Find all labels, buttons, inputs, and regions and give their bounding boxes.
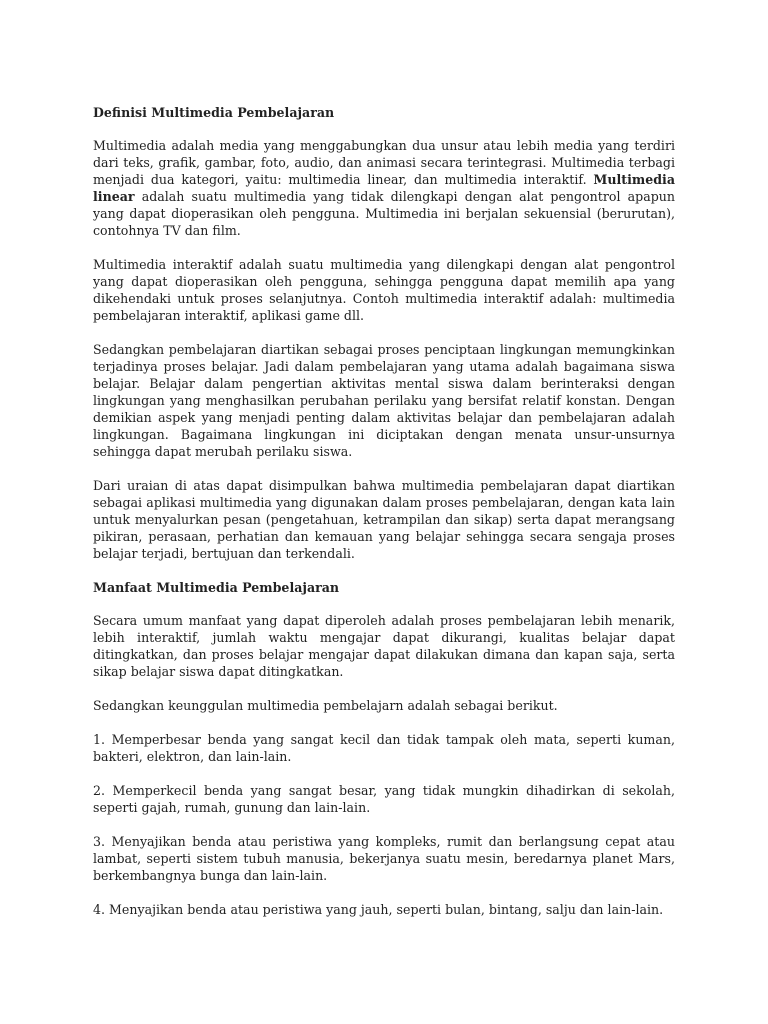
bold-term-multimedia-linear: Multimedia linear (93, 172, 675, 204)
paragraph-keunggulan-intro: Sedangkan keunggulan multimedia pembelajarn adalah sebagai berikut. (93, 698, 558, 713)
list-item: 2. Memperkecil benda yang sangat besar, yang tidak mungkin dihadirkan di sekolah, seperti gajah, rumah, gunung dan lain-lain. (93, 783, 675, 815)
paragraph-multimedia-definition (93, 137, 675, 239)
paragraph-manfaat: Secara umum manfaat yang dapat diperoleh adalah proses pembelajaran lebih menarik, lebih interaktif, jumlah waktu mengajar dapat dikurangi, kualitas belajar dapat ditingkatkan, dan proses belajar mengajar dapat dilakukan dimana dan kapan saja, serta sikap belajar siswa dapat ditingkatkan. (93, 613, 675, 679)
section-heading-definisi: Definisi Multimedia Pembelajaran (93, 105, 335, 120)
paragraph-kesimpulan: Dari uraian di atas dapat disimpulkan bahwa multimedia pembelajaran dapat diartikan sebagai aplikasi multimedia yang digunakan dalam proses pembelajaran, dengan kata lain untuk menyalurkan pesan (pengetahuan, ketrampilan dan sikap) serta dapat merangsang pikiran, perasaan, perhatian dan kemauan yang belajar sehingga secara sengaja proses belajar terjadi, bertujuan dan terkendali. (93, 478, 675, 561)
list-item: 3. Menyajikan benda atau peristiwa yang kompleks, rumit dan berlangsung cepat atau lambat, seperti sistem tubuh manusia, bekerjanya suatu mesin, beredarnya planet Mars, berkembangnya bunga dan lain-lain. (93, 834, 675, 883)
section-heading-manfaat: Manfaat Multimedia Pembelajaran (93, 580, 340, 595)
paragraph-text: Multimedia adalah media yang menggabungkan dua unsur atau lebih media yang terdiri dari teks, grafik, gambar, foto, audio, dan animasi secara terintegrasi. Multimedia terbagi menjadi dua kategori, yaitu: multimedia linear, dan multimedia interaktif. (93, 138, 675, 187)
paragraph-text: adalah suatu multimedia yang tidak dilengkapi dengan alat pengontrol apapun yang dapat dioperasikan oleh pengguna. Multimedia ini berjalan sekuensial (berurutan), contohnya TV dan film. (93, 189, 675, 238)
list-item: 1. Memperbesar benda yang sangat kecil dan tidak tampak oleh mata, seperti kuman, bakteri, elektron, dan lain-lain. (93, 732, 675, 764)
paragraph-pembelajaran: Sedangkan pembelajaran diartikan sebagai proses penciptaan lingkungan memungkinkan terjadinya proses belajar. Jadi dalam pembelajaran yang utama adalah bagaimana siswa belajar. Belajar dalam pengertian aktivitas mental siswa dalam berinteraksi dengan lingkungan yang menghasilkan perubahan perilaku yang bersifat relatif konstan. Dengan demikian aspek yang menjadi penting dalam aktivitas belajar dan pembelajaran adalah lingkungan. Bagaimana lingkungan ini diciptakan dengan menata unsur-unsurnya sehingga dapat merubah perilaku siswa. (93, 342, 675, 459)
paragraph-multimedia-interaktif: Multimedia interaktif adalah suatu multimedia yang dilengkapi dengan alat pengontrol yang dapat dioperasikan oleh pengguna, sehingga pengguna dapat memilih apa yang dikehendaki untuk proses selanjutnya. Contoh multimedia interaktif adalah: multimedia pembelajaran interaktif, aplikasi game dll. (93, 257, 675, 323)
list-item: 4. Menyajikan benda atau peristiwa yang jauh, seperti bulan, bintang, salju dan lain-lain. (93, 902, 664, 917)
